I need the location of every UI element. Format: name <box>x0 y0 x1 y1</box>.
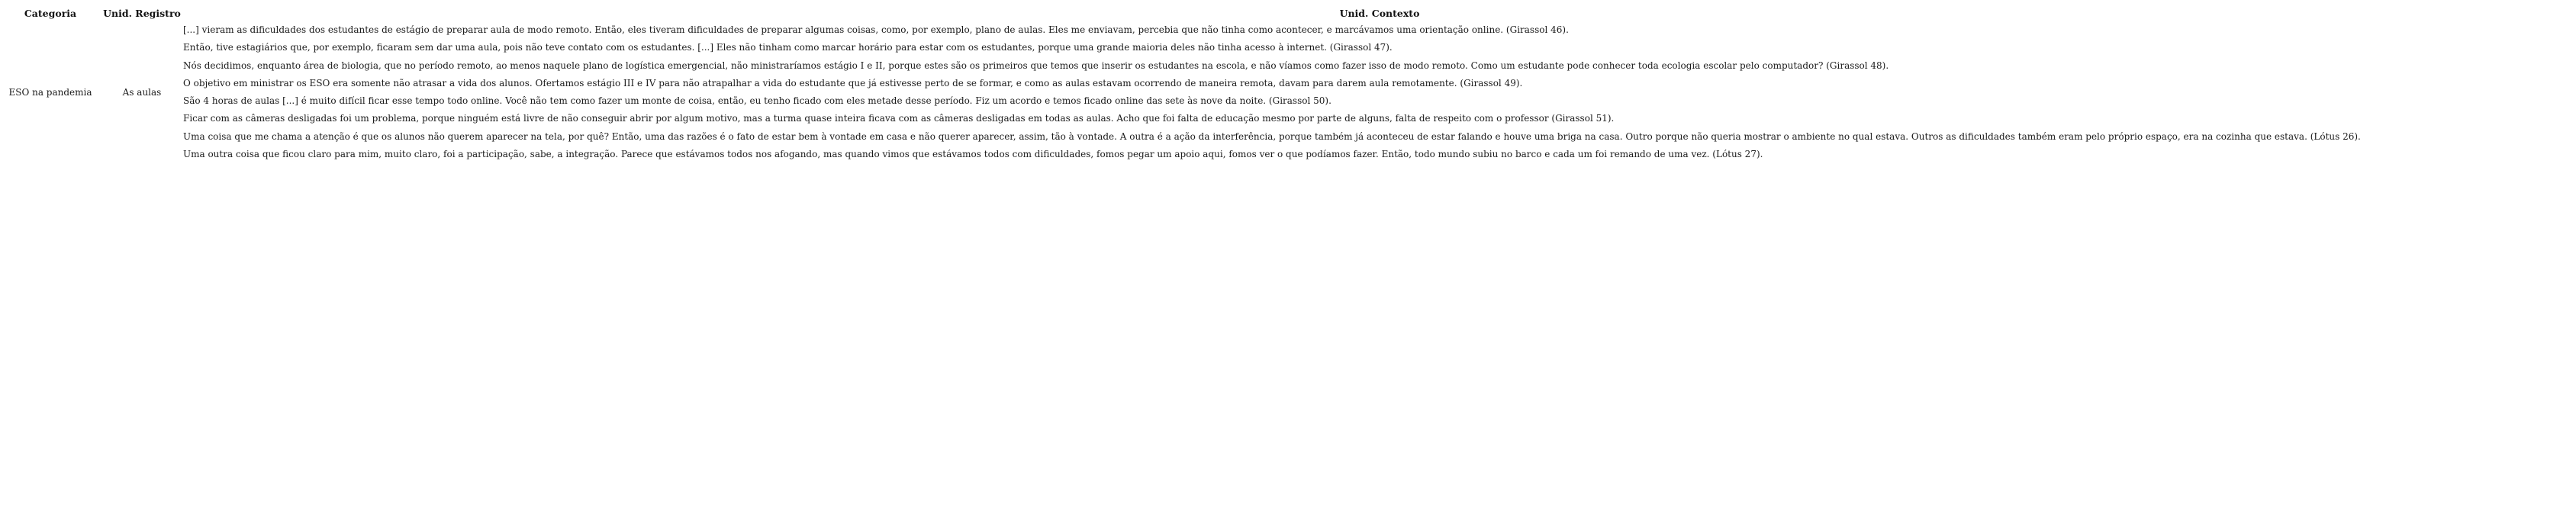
analysis-table <box>0 5 2576 163</box>
table-row <box>0 128 2576 146</box>
registro-cell: As aulas <box>122 86 162 98</box>
context-cell: [...] vieram as dificuldades dos estudantes de estágio de preparar aula de modo remoto. Então, eles tiveram dificuldades de preparar algumas coisas, como, por exemplo, plano de aulas. Eles me enviavam, percebia que não tinha como acontecer, e marcávamos uma orientação online. (Girassol 46). <box>183 24 1569 35</box>
context-cell: O objetivo em ministrar os ESO era somente não atrasar a vida dos alunos. Ofertamos estágio III e IV para não atrapalhar a vida do estudante que já estivesse perto de se formar, e como as aulas estavam ocorrendo de maneira remota, davam para darem aula remotamente. (Girassol 49). <box>183 77 1523 89</box>
context-cell: Então, tive estagiários que, por exemplo, ficaram sem dar uma aula, pois não teve contato com os estudantes. [...] Eles não tinham como marcar horário para estar com os estudantes, porque uma grande maioria deles não tinha acesso à internet. (Girassol 47). <box>183 42 1393 53</box>
header-registro: Unid. Registro <box>103 7 181 19</box>
header-row <box>0 5 2576 21</box>
table-row <box>0 75 2576 92</box>
table-row <box>0 146 2576 163</box>
header-contexto: Unid. Contexto <box>1339 7 1420 19</box>
table-row <box>0 57 2576 75</box>
table-row <box>0 110 2576 127</box>
table-row <box>0 92 2576 110</box>
table-row <box>0 21 2576 39</box>
context-cell: Uma coisa que me chama a atenção é que os alunos não querem aparecer na tela, por quê? Então, uma das razões é o fato de estar bem à vontade em casa e não querer aparecer, assim, tão à vontade. A outra é a ação da interferência, porque também já aconteceu de estar falando e houve uma briga na casa. Outro porque não queria mostrar o ambiente no qual estava. Outros as dificuldades também eram pelo próprio espaço, era na cozinha que estava. (Lótus 26). <box>183 130 2361 142</box>
context-cell: Uma outra coisa que ficou claro para mim, muito claro, foi a participação, sabe, a integração. Parece que estávamos todos nos afogando, mas quando vimos que estávamos todos com dificuldades, fomos pegar um apoio aqui, fomos ver o que podíamos fazer. Então, todo mundo subiu no barco e cada um foi remando de uma vez. (Lótus 27). <box>183 149 1763 160</box>
table-row <box>0 39 2576 56</box>
context-cell: São 4 horas de aulas [...] é muito difícil ficar esse tempo todo online. Você não tem como fazer um monte de coisa, então, eu tenho ficado com eles metade desse período. Fiz um acordo e temos ficado online das sete às nove da noite. (Girassol 50). <box>183 95 1331 107</box>
category-cell: ESO na pandemia <box>8 86 92 98</box>
context-cell: Ficar com as câmeras desligadas foi um problema, porque ninguém está livre de não conseguir abrir por algum motivo, mas a turma quase inteira ficava com as câmeras desligadas em todas as aulas. Acho que foi falta de educação mesmo por parte de alguns, falta de respeito com o professor (Girassol 51). <box>183 113 1615 124</box>
header-categoria: Categoria <box>24 7 77 19</box>
context-cell: Nós decidimos, enquanto área de biologia, que no período remoto, ao menos naquele plano de logística emergencial, não ministraríamos estágio I e II, porque estes são os primeiros que temos que inserir os estudantes na escola, e não víamos como fazer isso de modo remoto. Como um estudante pode conhecer toda ecologia escolar pelo computador? (Girassol 48). <box>183 60 1889 71</box>
